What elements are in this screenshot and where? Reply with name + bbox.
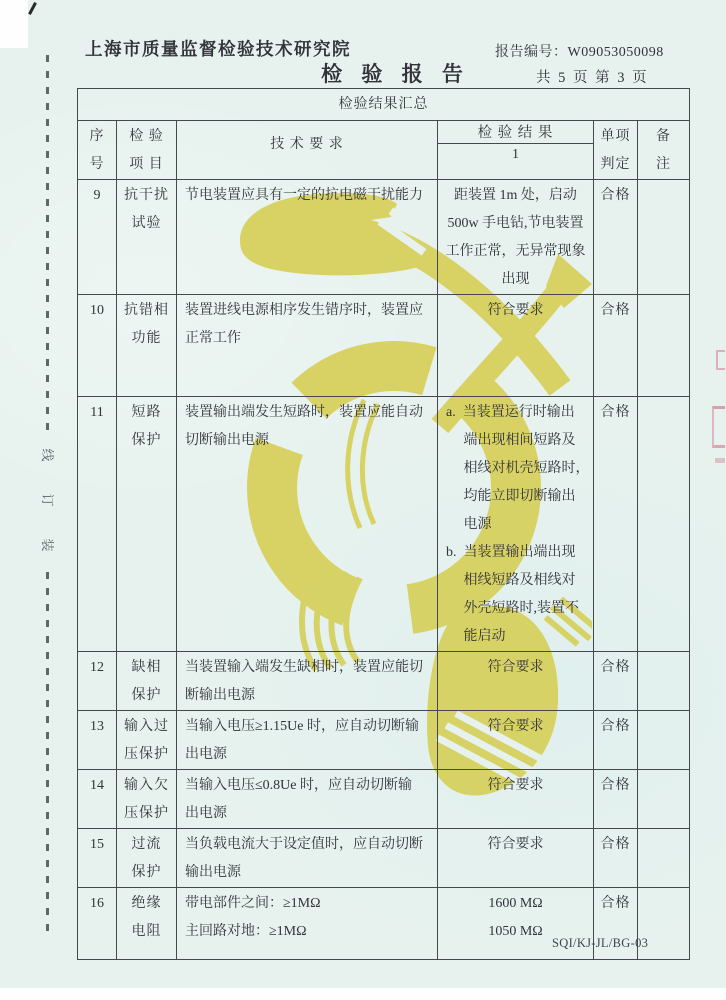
row-result: 符合要求 — [438, 295, 594, 397]
row-no: 11 — [78, 397, 117, 652]
row-result: a. 当装置运行时输出 端出现相间短路及 相线对机壳短路时， 均能立即切断输出 电源 b. 当装置输出端出现 相线短路及相线对 外壳短路时,装置不 能启动 — [438, 397, 594, 652]
row-item: 短路 保护 — [117, 397, 177, 652]
binding-dashed-line-bottom — [46, 572, 49, 940]
stamp-fragment — [716, 350, 725, 370]
document-title: 检 验 报 告 — [321, 62, 470, 86]
row-no: 16 — [78, 888, 117, 960]
row-requirement: 节电装置应具有一定的抗电磁干扰能力 — [177, 180, 438, 295]
row-requirement: 装置进线电源相序发生错序时，装置应 正常工作 — [177, 295, 438, 397]
header-judgment: 单项 判定 — [594, 121, 638, 180]
scan-corner-artifact — [0, 0, 28, 48]
row-result: 符合要求 — [438, 652, 594, 711]
header-item: 检 验 项 目 — [117, 121, 177, 180]
stamp-fragment — [715, 458, 725, 463]
remark-cell — [638, 652, 690, 711]
remark-cell — [638, 829, 690, 888]
row-result: 符合要求 — [438, 829, 594, 888]
binding-line-char: 订 — [40, 493, 55, 507]
row-no: 13 — [78, 711, 117, 770]
row-judgment: 合格 — [594, 711, 638, 770]
row-requirement: 当装置输入端发生缺相时，装置应能切 断输出电源 — [177, 652, 438, 711]
page-count-info: 共 5 页 第 3 页 — [536, 70, 649, 86]
row-no: 15 — [78, 829, 117, 888]
row-result: 1600 MΩ 1050 MΩ — [438, 888, 594, 960]
row-item: 缺相 保护 — [117, 652, 177, 711]
stamp-fragment — [712, 406, 725, 448]
remark-cell — [638, 180, 690, 295]
row-requirement: 当输入电压≥1.15Ue 时，应自动切断输 出电源 — [177, 711, 438, 770]
table-row — [78, 397, 690, 652]
remark-cell — [638, 770, 690, 829]
row-judgment: 合格 — [594, 888, 638, 960]
row-requirement: 带电部件之间：≥1MΩ 主回路对地：≥1MΩ — [177, 888, 438, 960]
row-judgment: 合格 — [594, 180, 638, 295]
row-no: 14 — [78, 770, 117, 829]
header-requirement: 技 术 要 求 — [177, 121, 438, 180]
table-row — [78, 711, 690, 770]
row-result: 距装置 1m 处，启动 500w 手电钻,节电装置 工作正常，无异常现象 出现 — [438, 180, 594, 295]
header-result: 检 验 结 果 — [438, 123, 593, 144]
form-code: SQI/KJ-JL/BG-03 — [552, 936, 649, 950]
row-no: 12 — [78, 652, 117, 711]
header-row — [78, 121, 690, 180]
report-number: 报告编号：W09053050098 — [495, 45, 664, 60]
binding-line-char: 装 — [40, 538, 55, 552]
row-judgment: 合格 — [594, 652, 638, 711]
row-no: 10 — [78, 295, 117, 397]
table-row — [78, 770, 690, 829]
row-item: 抗干扰 试验 — [117, 180, 177, 295]
organization-name: 上海市质量监督检验技术研究院 — [85, 39, 351, 59]
row-item: 抗错相 功能 — [117, 295, 177, 397]
table-row — [78, 829, 690, 888]
header-result-sub: 1 — [512, 147, 519, 162]
row-no: 9 — [78, 180, 117, 295]
table-row — [78, 652, 690, 711]
row-result: 符合要求 — [438, 770, 594, 829]
scan-bottom-edge — [0, 988, 726, 1000]
inspection-results-table — [77, 88, 690, 960]
table-row — [78, 180, 690, 295]
row-item: 输入过 压保护 — [117, 711, 177, 770]
binding-dashed-line-top — [46, 55, 49, 433]
row-judgment: 合格 — [594, 397, 638, 652]
row-item: 绝缘 电阻 — [117, 888, 177, 960]
row-requirement: 当负载电流大于设定值时，应自动切断 输出电源 — [177, 829, 438, 888]
header-no: 序 号 — [78, 121, 117, 180]
row-judgment: 合格 — [594, 829, 638, 888]
remark-cell — [638, 295, 690, 397]
remark-cell — [638, 711, 690, 770]
table-row — [78, 295, 690, 397]
row-requirement: 当输入电压≤0.8Ue 时，应自动切断输 出电源 — [177, 770, 438, 829]
row-judgment: 合格 — [594, 770, 638, 829]
section-title-row — [78, 89, 690, 121]
remark-cell — [638, 397, 690, 652]
header-result-group — [438, 121, 594, 180]
row-judgment: 合格 — [594, 295, 638, 397]
row-item: 过流 保护 — [117, 829, 177, 888]
binding-line-char: 线 — [40, 448, 55, 462]
row-item: 输入欠 压保护 — [117, 770, 177, 829]
row-requirement: 装置输出端发生短路时，装置应能自动 切断输出电源 — [177, 397, 438, 652]
section-title: 检验结果汇总 — [78, 89, 690, 121]
row-result: 符合要求 — [438, 711, 594, 770]
header-remark: 备 注 — [638, 121, 690, 180]
